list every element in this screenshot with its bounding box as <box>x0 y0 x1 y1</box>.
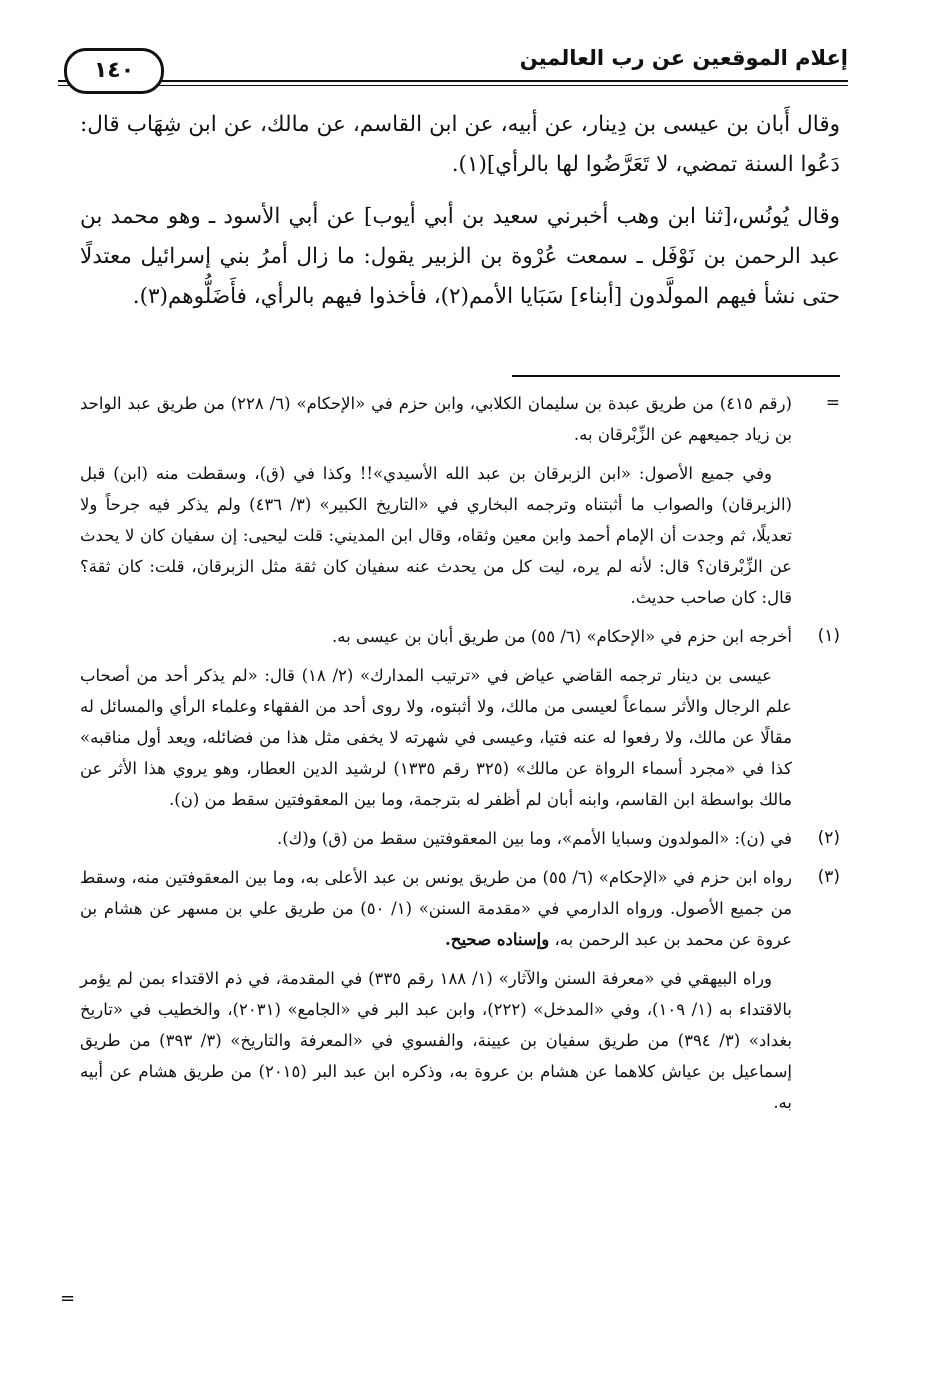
footnote-paragraph: في (ن): «المولدون وسبايا الأمم»، وما بين المعقوفتين سقط من (ق) و(ك). <box>276 829 792 848</box>
footnote-marker: = <box>825 393 840 413</box>
footnote-1 <box>80 621 840 815</box>
continuation-marker: = <box>60 1288 76 1309</box>
footnote-bold-text: وإسناده صحيح. <box>445 930 550 949</box>
header-rule <box>58 80 848 82</box>
footnote-continued <box>80 388 840 613</box>
footnote-paragraph <box>80 862 792 955</box>
footnote-paragraph: (رقم ٤١٥) من طريق عبدة بن سليمان الكلابي، وابن حزم في «الإحكام» (٦/ ٢٢٨) من طريق عبد الواحد بن زياد جميعهم عن الزِّبْرقان به. <box>80 394 792 444</box>
running-title: إعلام الموقعين عن رب العالمين <box>519 46 848 70</box>
footnote-divider <box>512 375 840 377</box>
header-rule-thin <box>58 85 848 86</box>
footnote-paragraph: أخرجه ابن حزم في «الإحكام» (٦/ ٥٥) من طريق أبان بن عيسى به. <box>331 627 792 646</box>
main-text <box>80 105 840 329</box>
page-header <box>58 40 848 100</box>
page-number: ١٤٠ <box>64 48 164 94</box>
footnote-paragraph: وفي جميع الأصول: «ابن الزبرقان بن عبد الله الأسيدي»!! وكذا في (ق)، وسقطت منه (ابن) قبل (الزبرقان) والصواب ما أثبتناه وترجمه البخاري في «التاريخ الكبير» (٣/ ٤٣٦) ولم يذكر فيه جرحاً ولا تعديلًا، ثم وجدت أن الإمام أحمد وابن معين وثقاه، وقال ابن المديني: قلت ليحيى: إن سفيان كان لا يحدث عن الزِّبْرقان؟ قال: لأنه لم يره، ليت كل من يحدث عنه سفيان كان ثقة مثل الزبرقان، قلت: كان ثقة؟ قال: كان صاحب حديث. <box>80 464 792 607</box>
footnote-paragraph: وراه البيهقي في «معرفة السنن والآثار» (١/ ١٨٨ رقم ٣٣٥) في المقدمة، في ذم الاقتداء بمن لم يؤمر بالاقتداء به (١/ ١٠٩)، وفي «المدخل» (٢٢٢)، وابن عبد البر في «الجامع» (٢٠٣١)، والخطيب في «تاريخ بغداد» (٣/ ٣٩٤) من طريق سفيان بن عيينة، والفسوي في «المعرفة والتاريخ» (٣/ ٣٩٣) من طريق إسماعيل بن عياش كلاهما عن هشام بن عروة به، وذكره ابن عبد البر (٢٠١٥) من طريق هشام عن أبيه به. <box>80 969 793 1112</box>
footnote-marker: (١) <box>817 626 840 646</box>
main-paragraph: وقال أَبان بن عيسى بن دِينار، عن أبيه، عن ابن القاسم، عن مالك، عن ابن شِهَاب قال: دَعُوا السنة تمضي، لا تَعَرَّضُوا لها بالرأي](١). <box>80 112 840 177</box>
footnote-marker: (٣) <box>817 867 840 887</box>
footnote-3 <box>80 862 840 1118</box>
footnote-text: رواه ابن حزم في «الإحكام» (٦/ ٥٥) من طريق يونس بن عبد الأعلى به، وما بين المعقوفتين منه، وسقط من جميع الأصول. ورواه الدارمي في «مقدمة السنن» (١/ ٥٠) من طريق علي بن مسهر عن هشام بن عروة عن محمد بن عبد الرحمن به، <box>80 868 792 949</box>
footnotes <box>80 388 840 1126</box>
footnote-paragraph: عيسى بن دينار ترجمه القاضي عياض في «ترتيب المدارك» (٢/ ١٨) قال: «لم يذكر أحد من أصحاب علم الرجال والأثر سماعاً لعيسى من مالك، ولا أثبتوه، ولا روى أحد من الفقهاء وعلماء الرأي والمسائل له مقالًا عن مالك، ولا رفعوا له عنه فتيا، وعيسى في شهرته لا يخفى مثل هذا من فضائله، ويعد أول مناقبه» كذا في «مجرد أسماء الرواة عن مالك» (٣٢٥ رقم ١٣٣٥) لرشيد الدين العطار، وهو يروي هذا الأثر عن مالك بواسطة ابن القاسم، وابنه أبان لم أظفر له بترجمة، وما بين المعقوفتين سقط من (ن). <box>80 666 792 809</box>
footnote-marker: (٢) <box>817 828 840 848</box>
footnote-2 <box>80 823 840 854</box>
main-paragraph: وقال يُونُس،[ثنا ابن وهب أخبرني سعيد بن أبي أيوب] عن أبي الأسود ـ وهو محمد بن عبد الرحمن بن نَوْفَل ـ سمعت عُرْوة بن الزبير يقول: ما زال أمرُ بني إسرائيل معتدلًا حتى نشأ فيهم المولَّدون [أبناء] سَبَايا الأمم(٢)، فأخذوا فيهم بالرأي، فأَضَلُّوهم(٣). <box>80 204 840 309</box>
